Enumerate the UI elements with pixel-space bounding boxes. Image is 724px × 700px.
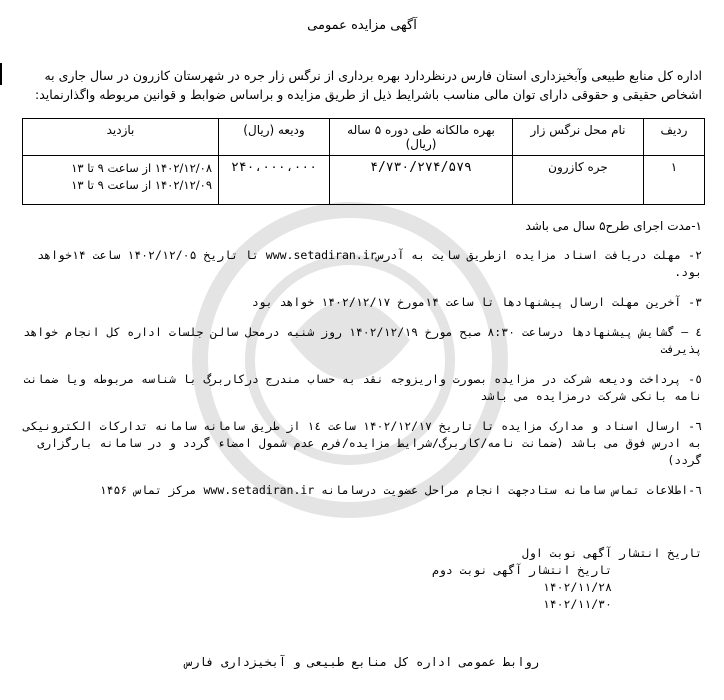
publication-dates bbox=[17, 545, 702, 613]
header-amount: بهره مالکانه طی دوره ۵ ساله (ریال) bbox=[330, 119, 513, 156]
cell-visit bbox=[23, 156, 219, 205]
visit-date-2: ۱۴۰۲/۱۲/۰۹ از ساعت ۹ تا ۱۳ bbox=[71, 178, 212, 192]
table-header-row bbox=[23, 119, 705, 156]
header-deposit: ودیعه (ریال) bbox=[219, 119, 330, 156]
header-visit: بازدید bbox=[23, 119, 219, 156]
auction-table bbox=[22, 118, 705, 205]
publication-date-1: ۱۴۰۲/۱۱/۲۸ bbox=[542, 580, 612, 594]
condition-item: ۳- آخرین مهلت ارسال پیشنهادها تا ساعت ۱۴مورخ ۱۴۰۲/۱۲/۱۷ خواهد بود bbox=[251, 295, 702, 309]
publication-date-2: ۱۴۰۲/۱۱/۳۰ bbox=[542, 597, 612, 611]
left-edge-mark bbox=[0, 63, 2, 85]
condition-item: ٥- پرداخت ودیعه شرکت در مزایده بصورت واریزوجه نقد به حساب مندرج درکاربرگ با شناسه مربوطه ویا ضمانت نامه بانکی شرکت درمزایده می باشد bbox=[23, 372, 702, 403]
header-location: نام محل نرگس زار bbox=[513, 119, 644, 156]
cell-location: جره کازرون bbox=[513, 156, 644, 205]
conditions-list bbox=[17, 218, 702, 512]
intro-paragraph: اداره کل منابع طبیعی وآبخیزداری استان فارس درنظردارد بهره برداری از نرگس زار جره در شهرستان کازرون در سال جاری به اشخاص حقیقی و حقوقی دارای توان مالی مناسب باشرایط ذیل از طریق مزایده و براساس ضوابط و قوانین مربوطه واگذارنماید: bbox=[34, 68, 702, 102]
publication-second: تاریخ انتشار آگهی نوبت دوم bbox=[431, 563, 612, 577]
publication-first: تاریخ انتشار آگهی نوبت اول bbox=[521, 546, 702, 560]
condition-item: ٦-اطلاعات تماس سامانه ستادجهت انجام مراحل عضویت درسامانه www.setadiran.ir مرکز تماس ۱۴۵۶ bbox=[99, 483, 702, 497]
condition-item: ٦- ارسال اسناد و مدارک مزایده تا تاریخ ۱۴۰۲/۱۲/۱۷ ساعت ١٤ از طریق سامانه سامانه تدارکات الکترونیکی به ادرس فوق می باشد (ضمانت نامه/کاربرگ/شرایط مزایده/فرم عدم شمول امضاء گردد و در سامانه بارگزاری گردد) bbox=[23, 419, 702, 467]
footer-signature: روابط عمومی اداره کل منابع طبیعی و آبخیزداری فارس bbox=[184, 655, 539, 669]
cell-row-number: ۱ bbox=[644, 156, 705, 205]
condition-item: ۲- مهلت دریافت اسناد مزایده ازطریق سایت به آدرسwww.setadiran.ir تا تاریخ ۱۴۰۲/۱۲/۰۵ ساعت ۱۴خواهد بود. bbox=[37, 248, 702, 279]
cell-amount: ۴/۷۳۰/۲۷۴/۵۷۹ bbox=[330, 156, 513, 205]
visit-date-1: ۱۴۰۲/۱۲/۰۸ از ساعت ۹ تا ۱۳ bbox=[71, 161, 212, 175]
table-row bbox=[23, 156, 705, 205]
condition-item: ۱-مدت اجرای طرح۵ سال می باشد bbox=[525, 219, 702, 233]
page-title: آگهی مزایده عمومی bbox=[307, 18, 417, 33]
header-row-number: ردیف bbox=[644, 119, 705, 156]
condition-item: ٤ – گشایش پیشنهادها درساعت ۸:۳۰ صبح مورخ ۱۴۰۲/۱۲/۱۹ روز شنبه درمحل سالن جلسات اداره کل انجام خواهد پذیرفت bbox=[23, 325, 702, 356]
cell-deposit: ۲۴۰،۰۰۰،۰۰۰ bbox=[219, 156, 330, 205]
